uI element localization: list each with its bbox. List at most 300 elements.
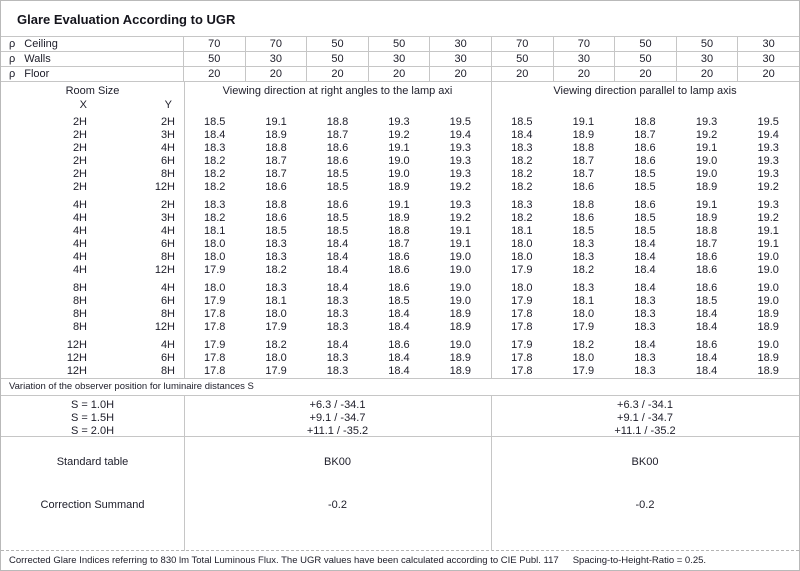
ugr-value: 19.3 [449,142,472,154]
ugr-value: 19.1 [265,116,287,128]
room-size-x: 4H [72,264,87,276]
ugr-values-right-angles [184,142,491,155]
reflectance-value: 50 [677,37,739,51]
observer-range-value: +11.1 / -35.2 [614,425,676,437]
ugr-value: 18.8 [326,116,349,128]
ugr-value: 19.3 [757,168,779,180]
ugr-value: 18.2 [511,181,533,193]
ugr-value: 18.7 [388,238,410,250]
ugr-value: 19.3 [449,155,472,167]
ugr-row [1,352,799,365]
ugr-value: 18.4 [326,251,349,263]
ugr-value: 18.4 [695,365,718,377]
ugr-value: 19.2 [449,181,472,193]
ugr-values-parallel [491,339,799,352]
ugr-value: 18.6 [695,339,718,351]
ugr-value: 19.1 [449,225,472,237]
ugr-value: 17.9 [203,295,226,307]
reflectance-value: 50 [307,37,369,51]
room-size-x: 12H [66,339,87,351]
room-size-y: 3H [160,129,175,141]
ugr-value: 18.8 [265,199,287,211]
ugr-values-parallel [491,295,799,308]
correction-summand-value: -0.2 [635,499,655,511]
ugr-value: 18.3 [326,308,349,320]
ugr-value: 18.1 [572,295,595,307]
room-size-y: 4H [160,142,175,154]
ugr-value: 18.9 [388,212,410,224]
ugr-values-right-angles [184,168,491,181]
room-size-y: 8H [160,308,175,320]
observer-values-right-angles [184,399,491,436]
reflectance-value: 50 [184,52,246,66]
correction-summand-value: -0.2 [328,499,347,511]
ugr-value: 19.1 [388,142,410,154]
ugr-value: 18.6 [572,181,595,193]
ugr-value: 18.3 [326,321,349,333]
observer-s-label: S = 2.0H [70,425,115,437]
ugr-value: 18.6 [388,264,410,276]
reflectance-value: 70 [492,37,554,51]
observer-values-parallel [491,399,799,436]
room-size-x: 2H [72,168,87,180]
ugr-value: 18.7 [572,155,595,167]
ugr-value: 18.2 [203,181,226,193]
ugr-value: 18.4 [634,339,656,351]
ugr-value: 17.8 [511,321,533,333]
ugr-value: 19.1 [695,199,718,211]
ugr-row [1,129,799,142]
ugr-row [1,295,799,308]
ugr-value: 19.3 [449,199,472,211]
ugr-value: 17.9 [511,264,533,276]
ugr-value: 18.6 [388,251,410,263]
room-size-x: 2H [72,142,87,154]
reflectance-value: 30 [762,38,775,50]
parallel-header: Viewing direction parallel to lamp axis [553,85,737,97]
ugr-values-parallel [491,321,799,334]
reflectance-value: 30 [430,52,492,66]
summary-section [1,437,799,551]
ugr-value: 19.4 [449,129,472,141]
rho-symbol: ρ [9,68,16,80]
ugr-values-parallel [491,142,799,155]
ugr-value: 19.0 [757,251,779,263]
ugr-values-parallel [491,308,799,321]
ugr-value: 18.4 [388,352,410,364]
ugr-value: 18.4 [388,308,410,320]
room-size-y: 4H [160,282,175,294]
ugr-value: 19.0 [388,168,410,180]
ugr-value: 18.5 [634,225,656,237]
ugr-values-parallel [491,129,799,142]
ugr-value: 18.5 [572,225,595,237]
ugr-value: 18.6 [326,155,349,167]
ugr-value: 19.0 [757,295,779,307]
observer-range-value: +9.1 / -34.7 [309,412,366,424]
reflectance-table [1,36,799,82]
ugr-value: 18.7 [695,238,718,250]
ugr-values-right-angles [184,238,491,251]
ugr-value: 19.0 [757,264,779,276]
ugr-value: 18.4 [326,282,349,294]
ugr-row [1,116,799,129]
ugr-value: 18.9 [695,181,718,193]
ugr-value: 17.9 [511,339,533,351]
ugr-value: 19.0 [757,339,779,351]
room-size-y: 2H [160,116,175,128]
ugr-value: 19.0 [695,168,718,180]
ugr-value: 18.5 [695,295,718,307]
ugr-value: 18.3 [265,238,287,250]
surface-name: Walls [24,53,51,65]
reflectance-value: 20 [246,67,308,81]
rho-symbol: ρ [9,38,16,50]
ugr-value: 19.2 [449,212,472,224]
ugr-value: 19.0 [757,282,779,294]
reflectance-value: 70 [184,37,246,51]
ugr-value: 18.5 [326,225,349,237]
reflectance-value: 50 [307,52,369,66]
footer-note [1,551,799,571]
ugr-value: 18.3 [634,295,656,307]
reflectance-value: 50 [369,37,431,51]
reflectance-value: 20 [430,67,492,81]
ugr-values-right-angles [184,129,491,142]
ugr-value: 18.2 [511,155,533,167]
ugr-value: 18.1 [511,225,533,237]
ugr-values-right-angles [184,295,491,308]
ugr-value: 18.8 [634,116,656,128]
ugr-value: 18.5 [634,212,656,224]
ugr-value: 18.9 [757,308,779,320]
right-angles-header: Viewing direction at right angles to the lamp axi [222,85,453,97]
ugr-value: 18.2 [203,168,226,180]
room-size-x: 2H [72,181,87,193]
ugr-table [1,114,799,378]
ugr-value: 19.2 [695,129,718,141]
reflectance-value: 30 [430,37,492,51]
ugr-values-parallel [491,212,799,225]
ugr-value: 18.9 [449,308,472,320]
ugr-values-right-angles [184,264,491,277]
ugr-value: 18.0 [265,352,287,364]
ugr-value: 18.8 [265,142,287,154]
room-size-label: Room Size [65,85,120,97]
room-size-y: 12H [154,264,175,276]
ugr-values-right-angles [184,282,491,295]
room-size-x: 4H [72,251,87,263]
reflectance-value: 70 [246,37,308,51]
standard-table-value: BK00 [631,456,659,468]
ugr-value: 18.4 [326,238,349,250]
ugr-row [1,142,799,155]
ugr-row [1,339,799,352]
ugr-value: 17.9 [572,365,595,377]
room-size-x: 8H [72,282,87,294]
column-divider [184,396,185,551]
ugr-value: 17.8 [203,308,226,320]
ugr-value: 18.5 [265,225,287,237]
ugr-value: 18.4 [695,321,718,333]
room-size-y: 6H [160,352,175,364]
observer-range-value: +6.3 / -34.1 [617,399,673,411]
ugr-value: 18.5 [326,212,349,224]
ugr-value: 18.2 [511,212,533,224]
ugr-value: 18.7 [326,129,349,141]
ugr-values-right-angles [184,251,491,264]
room-size-x: 8H [72,308,87,320]
ugr-values-parallel [491,155,799,168]
ugr-values-parallel [491,199,799,212]
ugr-value: 18.3 [634,352,656,364]
summary-labels [1,437,184,550]
ugr-value: 18.5 [388,295,410,307]
room-size-x: 8H [72,321,87,333]
ugr-value: 18.6 [326,142,349,154]
ugr-value: 18.8 [695,225,718,237]
ugr-value: 17.9 [203,339,226,351]
ugr-value: 18.9 [388,181,410,193]
ugr-value: 18.9 [449,321,472,333]
ugr-values-right-angles [184,212,491,225]
ugr-value: 18.4 [388,321,410,333]
x-column-header: X [79,99,87,111]
ugr-value: 18.2 [265,339,287,351]
ugr-value: 18.5 [634,181,656,193]
ugr-value: 19.3 [695,116,718,128]
observer-range-value: +9.1 / -34.7 [617,412,673,424]
ugr-value: 18.9 [449,352,472,364]
ugr-row [1,365,799,378]
ugr-value: 19.1 [757,238,779,250]
ugr-group [1,282,799,334]
ugr-value: 18.4 [634,251,656,263]
ugr-value: 19.3 [388,116,410,128]
ugr-value: 18.3 [511,142,533,154]
ugr-value: 17.9 [203,264,226,276]
ugr-value: 18.6 [265,181,287,193]
ugr-values-right-angles [184,116,491,129]
ugr-values-right-angles [184,181,491,194]
room-size-y: 6H [160,295,175,307]
room-size-y: 8H [160,251,175,263]
room-size-x: 4H [72,225,87,237]
reflectance-row [1,67,799,82]
ugr-values-parallel [491,264,799,277]
ugr-value: 18.0 [511,282,533,294]
summary-values-parallel [491,437,799,550]
reflectance-value: 30 [246,52,308,66]
ugr-value: 18.4 [634,238,656,250]
ugr-value: 19.0 [449,295,472,307]
ugr-row [1,212,799,225]
ugr-value: 18.3 [634,321,656,333]
observer-s-label: S = 1.0H [70,399,115,411]
block-divider [491,81,492,378]
ugr-value: 18.4 [388,365,410,377]
surface-label-cell [1,52,184,66]
ugr-value: 18.1 [203,225,226,237]
ugr-values-parallel [491,181,799,194]
observer-s-labels [1,399,184,436]
xy-header-row [1,99,184,111]
ugr-values-parallel [491,116,799,129]
ugr-value: 19.1 [572,116,595,128]
ugr-value: 17.9 [511,295,533,307]
reflectance-value: 20 [615,67,677,81]
ugr-value: 19.1 [449,238,472,250]
y-column-header: Y [164,99,172,111]
column-divider [184,81,185,378]
ugr-value: 18.9 [757,321,779,333]
room-size-y: 12H [154,181,175,193]
ugr-values-parallel [491,238,799,251]
observer-variation-label: Variation of the observer position for luminaire distances S [1,378,799,396]
ugr-row [1,225,799,238]
reflectance-value: 70 [554,37,616,51]
ugr-value: 18.4 [634,282,656,294]
observer-range-value: +11.1 / -35.2 [306,425,369,437]
ugr-value: 18.3 [511,199,533,211]
ugr-values-right-angles [184,339,491,352]
reflectance-value: 30 [677,52,739,66]
ugr-values-parallel [491,282,799,295]
ugr-value: 18.7 [265,155,287,167]
room-size-y: 4H [160,339,175,351]
ugr-value: 18.6 [634,199,656,211]
ugr-values-right-angles [184,308,491,321]
ugr-value: 19.2 [757,212,779,224]
ugr-value: 19.2 [757,181,779,193]
ugr-value: 18.6 [388,339,410,351]
surface-label-cell [1,37,184,51]
ugr-value: 18.6 [265,212,287,224]
ugr-value: 18.8 [388,225,410,237]
room-size-y: 4H [160,225,175,237]
ugr-row [1,264,799,277]
ugr-group [1,116,799,194]
ugr-value: 19.0 [449,282,472,294]
ugr-value: 18.3 [265,251,287,263]
surface-name: Ceiling [24,38,58,50]
block-divider [491,396,492,551]
room-size-x: 12H [66,352,87,364]
ugr-values-parallel [491,251,799,264]
ugr-row [1,308,799,321]
standard-table-label: Standard table [56,456,129,468]
ugr-value: 18.3 [572,238,595,250]
ugr-values-right-angles [184,352,491,365]
ugr-value: 19.1 [695,142,718,154]
ugr-row [1,321,799,334]
ugr-value: 18.1 [265,295,287,307]
room-size-x: 4H [72,199,87,211]
ugr-row [1,282,799,295]
correction-summand-label: Correction Summand [40,499,145,511]
ugr-value: 19.1 [757,225,779,237]
ugr-value: 18.0 [572,352,595,364]
ugr-value: 18.9 [757,352,779,364]
ugr-value: 17.8 [511,308,533,320]
ugr-group [1,199,799,277]
ugr-value: 18.5 [203,116,226,128]
ugr-value: 18.9 [695,212,718,224]
reflectance-value: 50 [615,37,677,51]
ugr-value: 18.4 [695,352,718,364]
ugr-value: 18.5 [511,116,533,128]
ugr-value: 19.3 [757,142,779,154]
ugr-values-parallel [491,365,799,378]
ugr-value: 17.9 [265,365,287,377]
ugr-value: 18.5 [326,168,349,180]
ugr-value: 18.6 [695,282,718,294]
ugr-values-right-angles [184,365,491,378]
room-size-x: 2H [72,129,87,141]
ugr-values-right-angles [184,155,491,168]
reflectance-value: 20 [492,67,554,81]
ugr-value: 17.9 [265,321,287,333]
ugr-value: 18.4 [326,339,349,351]
ugr-value: 19.5 [449,116,472,128]
ugr-value: 18.0 [511,238,533,250]
ugr-value: 18.4 [695,308,718,320]
page-title: Glare Evaluation According to UGR [17,12,236,27]
ugr-value: 18.0 [203,251,226,263]
ugr-values-right-angles [184,199,491,212]
ugr-value: 19.2 [388,129,410,141]
ugr-value: 19.5 [757,116,779,128]
standard-table-value: BK00 [324,456,351,468]
reflectance-value: 20 [554,67,616,81]
ugr-value: 18.2 [265,264,287,276]
ugr-values-right-angles [184,225,491,238]
ugr-value: 18.2 [203,155,226,167]
table-header [1,81,799,114]
ugr-value: 18.4 [634,264,656,276]
ugr-value: 18.6 [572,212,595,224]
ugr-row [1,199,799,212]
ugr-value: 17.8 [511,352,533,364]
room-size-y: 2H [160,199,175,211]
ugr-value: 18.0 [203,282,226,294]
reflectance-value: 20 [369,67,431,81]
ugr-value: 17.8 [203,321,226,333]
room-size-header [1,81,184,114]
ugr-value: 18.9 [572,129,595,141]
room-size-x: 4H [72,238,87,250]
ugr-value: 17.8 [203,352,226,364]
ugr-value: 18.4 [511,129,533,141]
room-size-x: 8H [72,295,87,307]
room-size-y: 8H [160,365,175,377]
ugr-value: 18.0 [203,238,226,250]
ugr-value: 18.3 [265,282,287,294]
ugr-value: 18.2 [203,212,226,224]
ugr-value: 19.0 [695,155,718,167]
ugr-value: 18.9 [265,129,287,141]
ugr-value: 18.6 [388,282,410,294]
ugr-value: 19.0 [449,339,472,351]
ugr-value: 18.0 [265,308,287,320]
ugr-value: 18.8 [572,142,595,154]
observer-s-label: S = 1.5H [70,412,115,424]
ugr-value: 18.8 [572,199,595,211]
room-size-x: 4H [72,212,87,224]
ugr-value: 19.0 [449,264,472,276]
ugr-value: 18.3 [203,142,226,154]
summary-values-right-angles [184,437,491,550]
